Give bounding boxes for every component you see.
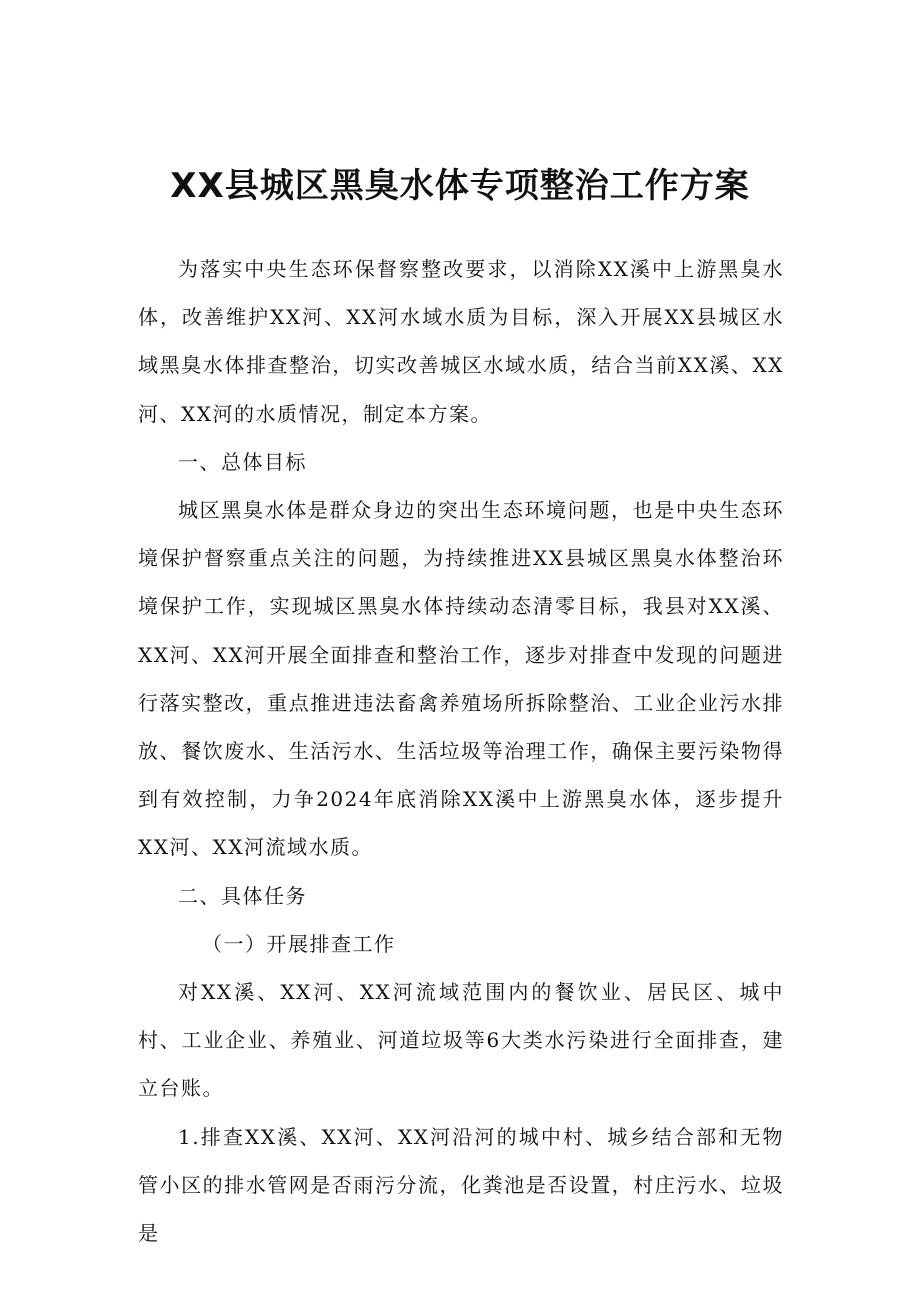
section-heading-overall-goal: 一、总体目标 — [178, 449, 307, 474]
subsection-heading-investigation: （一）开展排查工作 — [202, 931, 396, 956]
investigation-item-1: 1.排查XX溪、XX河、XX河沿河的城中村、城乡结合部和无物管小区的排水管网是否雨污分流，化粪池是否设置，村庄污水、垃圾是 — [138, 1124, 784, 1246]
document-body — [138, 245, 784, 1257]
document-title: XX县城区黑臭水体专项整治工作方案 — [170, 166, 750, 206]
investigation-paragraph: 对XX溪、XX河、XX河流域范围内的餐饮业、居民区、城中村、工业企业、养殖业、河道垃圾等6大类水污染进行全面排查，建立台账。 — [138, 980, 784, 1101]
overall-goal-paragraph: 城区黑臭水体是群众身边的突出生态环境问题，也是中央生态环境保护督察重点关注的问题，为持续推进XX县城区黑臭水体整治环境保护工作，实现城区黑臭水体持续动态清零目标，我县对XX溪、XX河、XX河开展全面排查和整治工作，逐步对排查中发现的问题进行落实整改，重点推进违法畜禽养殖场所拆除整治、工业企业污水排放、餐饮废水、生活污水、生活垃圾等治理工作，确保主要污染物得到有效控制，力争2024年底消除XX溪中上游黑臭水体，逐步提升XX河、XX河流域水质。 — [138, 498, 784, 860]
intro-paragraph: 为落实中央生态环保督察整改要求，以消除XX溪中上游黑臭水体，改善维护XX河、XX河水域水质为目标，深入开展XX县城区水域黑臭水体排查整治，切实改善城区水域水质，结合当前XX溪、XX河、XX河的水质情况，制定本方案。 — [138, 257, 784, 426]
section-heading-specific-tasks: 二、具体任务 — [178, 883, 307, 908]
